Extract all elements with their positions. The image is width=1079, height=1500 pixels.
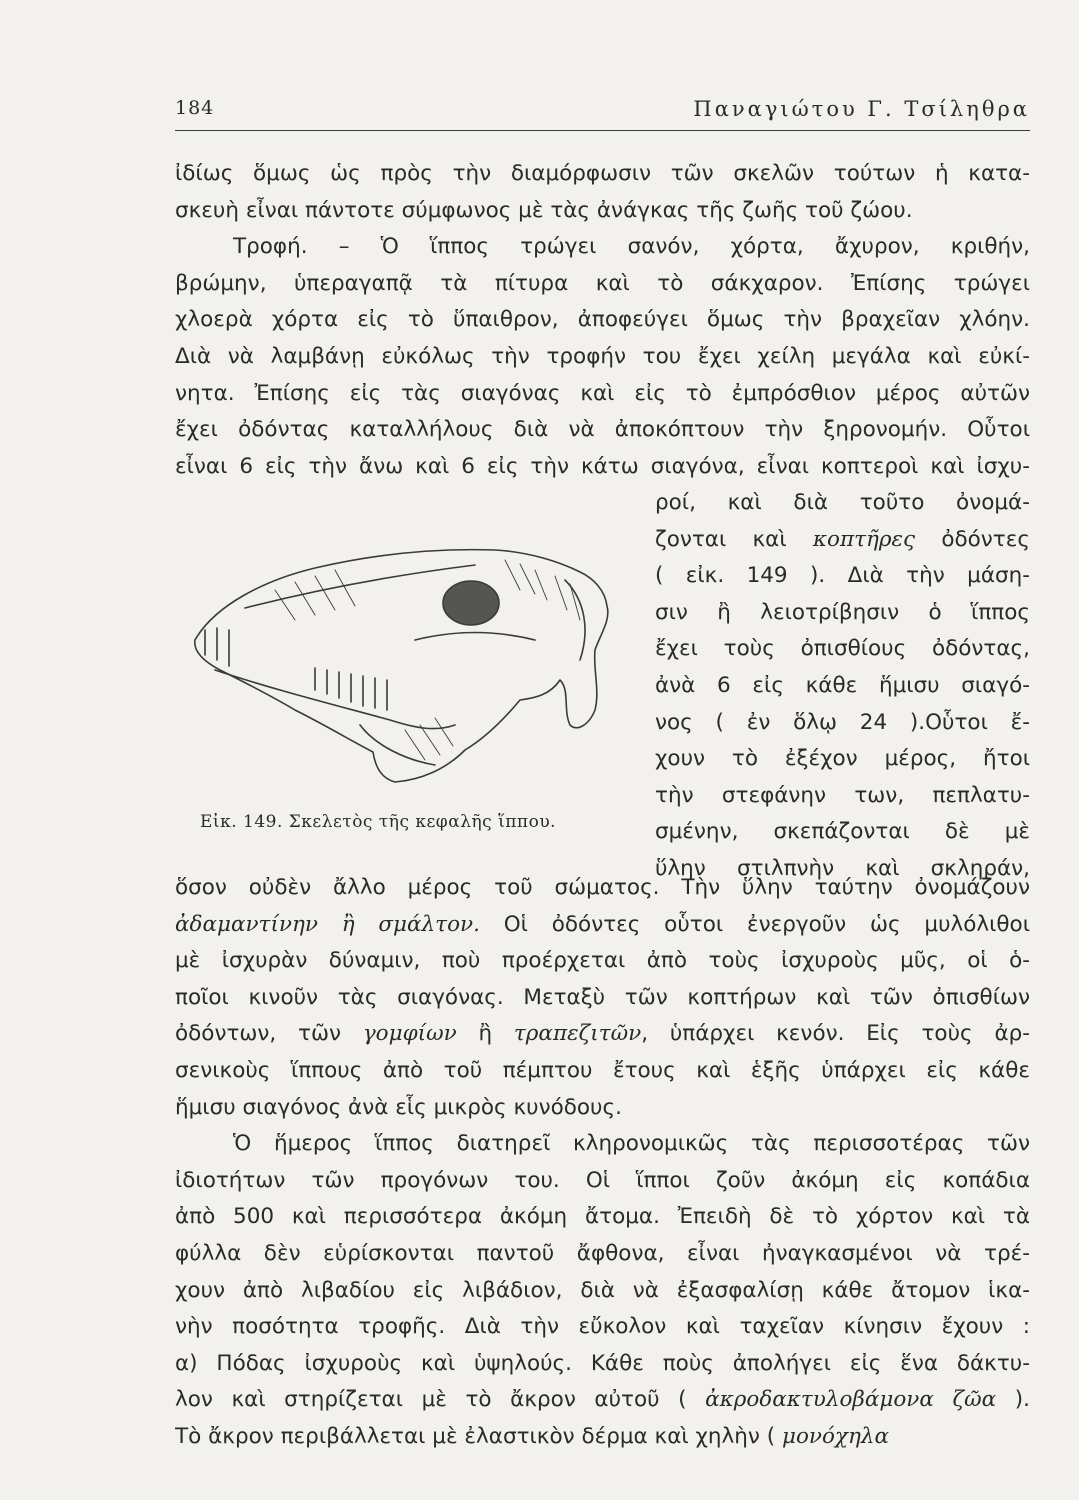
text-line: σκευὴ εἶναι πάντοτε σύμφωνος μὲ τὰς ἀνάγκας τῆς ζωῆς τοῦ ζώου. [175, 197, 913, 223]
text-line: μὲ ἰσχυρὰν δύναμιν, ποὺ προέρχεται ἀπὸ τοὺς ἰσχυροὺς μῦς, οἱ ὁ- [175, 948, 1030, 974]
text-line: Διὰ νὰ λαμβάνῃ εὐκόλως τὴν τροφήν του ἔχει χείλη μεγάλα καὶ εὐκί- [175, 343, 1030, 369]
text-run: ἢ [456, 1021, 514, 1047]
text-run: ὀδόντες [915, 526, 1030, 552]
text-line: ἰδίως ὅμως ὡς πρὸς τὴν διαμόρφωσιν τῶν σκελῶν τούτων ἡ κατα- [175, 161, 1030, 186]
zygomatic-arch [415, 633, 535, 641]
text-line: ἥμισυ σιαγόνος ἀνὰ εἷς μικρὸς κυνόδους. [175, 1094, 622, 1120]
text-line: βρώμην, ὑπεραγαπᾷ τὰ πίτυρα καὶ τὸ σάκχαρον. Ἐπίσης τρώγει [175, 270, 1030, 296]
term-trapezites: τραπεζιτῶν [513, 1021, 642, 1047]
text-line: νὴν ποσότητα τροφῆς. Διὰ τὴν εὔκολον καὶ ταχεῖαν κίνησιν ἔχουν : [175, 1314, 1030, 1340]
text-line: χουν τὸ ἐξέχον μέρος, ἤτοι [655, 746, 1030, 772]
text-line: Τροφή. – Ὁ ἵππος τρώγει σανόν, χόρτα, ἄχυρον, κριθήν, [233, 234, 1030, 260]
text-line: νος ( ἐν ὅλῳ 24 ).Οὗτοι ἔ- [655, 709, 1030, 735]
body-text-bottom [175, 870, 1030, 1456]
text-line: ἔχει τοὺς ὀπισθίους ὀδόντας, [655, 636, 1030, 662]
text-line [175, 1419, 1030, 1456]
text-line: νητα. Ἐπίσης εἰς τὰς σιαγόνας καὶ εἰς τὸ ἐμπρόσθιον μέρος αὐτῶν [175, 380, 1030, 406]
term-monochela: μονόχηλα [781, 1423, 889, 1449]
term-koptires: κοπτῆρες [812, 526, 916, 552]
text-line: σμένην, σκεπάζονται δὲ μὲ [655, 819, 1030, 845]
text-line: α) Πόδας ἰσχυροὺς καὶ ὑψηλούς. Κάθε ποὺς ἀπολήγει εἰς ἕνα δάκτυ- [175, 1350, 1030, 1376]
text-line [655, 522, 1030, 559]
header-rule [175, 130, 1030, 131]
text-line: ( εἰκ. 149 ). Διὰ τὴν μάση- [655, 563, 1030, 589]
running-head: Παναγιώτου Γ. Τσίληθρα [693, 97, 1030, 121]
teeth-upper [205, 628, 387, 710]
text-line: ὅσον οὐδὲν ἄλλο μέρος τοῦ σώματος. Τὴν ὕλην ταύτην ὀνομάζουν [175, 875, 1030, 900]
text-line: ὕλην στιλπνὴν καὶ σκληράν, [655, 855, 1030, 881]
page-number: 184 [175, 97, 215, 119]
term-molars: γομφίων [362, 1021, 457, 1047]
text-line [175, 1382, 1030, 1419]
text-line: χουν ἀπὸ λιβαδίου εἰς λιβάδιον, διὰ νὰ ἐξασφαλίσῃ κάθε ἄτομον ἱκα- [175, 1277, 1030, 1303]
text-run: ). [996, 1387, 1030, 1413]
text-line: ἔχει ὀδόντας καταλλήλους διὰ νὰ ἀποκόπτουν τὴν ξηρονομήν. Οὗτοι [175, 417, 1030, 443]
text-line: σιν ἢ λειοτρίβησιν ὁ ἵππος [655, 599, 1030, 625]
text-line: σενικοὺς ἵππους ἀπὸ τοῦ πέμπτου ἔτους καὶ ἑξῆς ὑπάρχει εἰς κάθε [175, 1057, 1030, 1083]
text-line: ἀπὸ 500 καὶ περισσότερα ἀκόμη ἄτομα. Ἐπειδὴ δὲ τὸ χόρτον καὶ τὰ [175, 1204, 1030, 1230]
text-line: ἀνὰ 6 εἰς κάθε ἥμισυ σιαγό- [655, 672, 1030, 698]
text-line: ἰδιοτήτων τῶν προγόνων του. Οἱ ἵπποι ζοῦν ἀκόμη εἰς κοπάδια [175, 1167, 1030, 1193]
text-line: φύλλα δὲν εὑρίσκονται παντοῦ ἄφθονα, εἶναι ἠναγκασμένοι νὰ τρέ- [175, 1240, 1030, 1266]
text-run: Τὸ ἄκρον περιβάλλεται μὲ ἐλαστικὸν δέρμα καὶ χηλὴν ( [175, 1423, 782, 1449]
text-line: ροί, καὶ διὰ τοῦτο ὀνομά- [655, 490, 1030, 515]
page-header [175, 97, 1030, 131]
text-line [175, 907, 1030, 944]
horse-skull-figure [175, 520, 645, 820]
figure-caption: Εἰκ. 149. Σκελετὸς τῆς κεφαλῆς ἵππου. [200, 812, 557, 832]
text-line: χλοερὰ χόρτα εἰς τὸ ὕπαιθρον, ἀποφεύγει ὅμως τὴν βραχεῖαν χλόην. [175, 307, 1030, 333]
text-line [175, 1016, 1030, 1053]
body-text-wrap [655, 485, 1030, 888]
term-enamel: ἀδαμαντίνην ἢ σμάλτον. [175, 911, 480, 937]
jaw-line [215, 670, 455, 729]
term-toe-walkers: ἀκροδακτυλοβάμονα ζῶα [705, 1387, 997, 1413]
nasal-line [245, 565, 475, 608]
skull-outline [195, 550, 608, 782]
text-line: τὴν στεφάνην των, πεπλατυ- [655, 782, 1030, 808]
text-line: εἶναι 6 εἰς τὴν ἄνω καὶ 6 εἰς τὴν κάτω σιαγόνα, εἶναι κοπτεροὶ καὶ ἰσχυ- [175, 453, 1030, 479]
text-line: Ὁ ἥμερος ἵππος διατηρεῖ κληρονομικῶς τὰς περισσοτέρας τῶν [233, 1131, 1030, 1157]
orbit [443, 581, 499, 625]
text-run: , ὑπάρχει κενόν. Εἰς τοὺς ἀρ- [641, 1021, 1030, 1047]
text-run: Οἱ ὀδόντες οὗτοι ἐνεργοῦν ὡς μυλόλιθοι [479, 911, 1030, 937]
text-line: ποῖοι κινοῦν τὰς σιαγόνας. Μεταξὺ τῶν κοπτήρων καὶ τῶν ὀπισθίων [175, 984, 1030, 1010]
text-run: λον καὶ στηρίζεται μὲ τὸ ἄκρον αὐτοῦ ( [175, 1387, 706, 1413]
text-run: ὀδόντων, τῶν [175, 1021, 363, 1047]
body-text-top [175, 156, 1030, 485]
occipital [565, 580, 585, 660]
text-run: ζονται καὶ [655, 526, 813, 552]
